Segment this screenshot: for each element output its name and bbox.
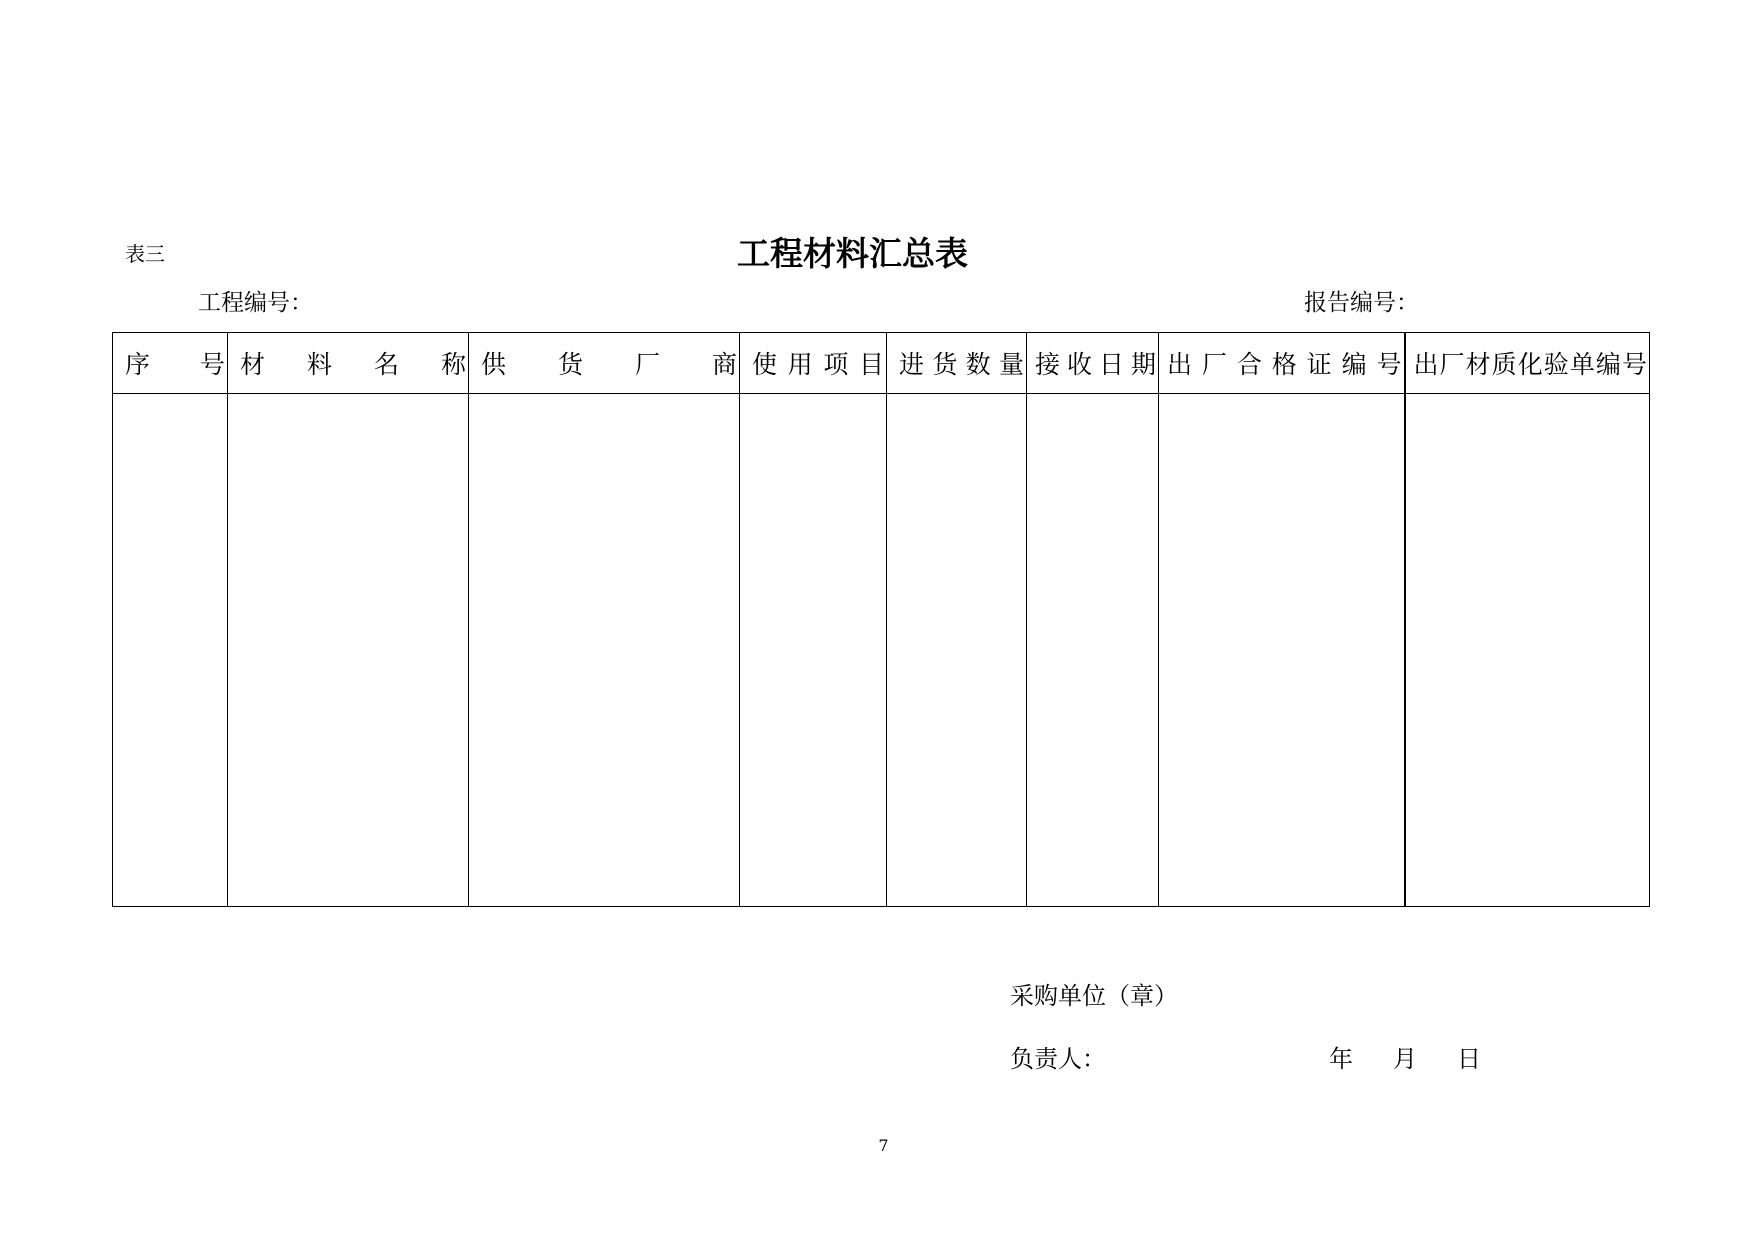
purchase-unit-label: 采购单位（章） — [1010, 982, 1178, 1010]
table-cell — [228, 394, 469, 907]
responsible-person-label: 负责人： — [1010, 1045, 1106, 1073]
table-cell — [113, 394, 228, 907]
table-cell — [887, 394, 1027, 907]
column-header-supplier: 供货厂商 — [469, 333, 740, 394]
table-header-row — [113, 333, 1650, 394]
table-cell — [740, 394, 887, 907]
table-cell — [1027, 394, 1159, 907]
table-label: 表三 — [125, 242, 165, 266]
month-label: 月 — [1393, 1045, 1417, 1073]
table-row — [113, 394, 1650, 907]
column-header-receive-date: 接收日期 — [1027, 333, 1159, 394]
table-cell — [1159, 394, 1405, 907]
table-cell — [1405, 394, 1650, 907]
year-label: 年 — [1329, 1045, 1353, 1073]
table-cell — [469, 394, 740, 907]
column-header-test-report-no: 出厂材质化验单编号 — [1405, 333, 1650, 394]
column-header-usage-item: 使用项目 — [740, 333, 887, 394]
day-label: 日 — [1457, 1045, 1481, 1073]
project-number-label: 工程编号： — [198, 290, 313, 316]
column-header-quantity: 进货数量 — [887, 333, 1027, 394]
materials-summary-table — [112, 332, 1650, 907]
column-header-certificate-no: 出厂合格证编号 — [1159, 333, 1405, 394]
date-line — [1329, 1039, 1481, 1074]
page-title: 工程材料汇总表 — [737, 234, 968, 273]
report-number-label: 报告编号： — [1304, 290, 1419, 316]
column-header-material-name: 材料名称 — [228, 333, 469, 394]
page-number: 7 — [878, 1136, 889, 1155]
column-header-serial-no: 序号 — [113, 333, 228, 394]
